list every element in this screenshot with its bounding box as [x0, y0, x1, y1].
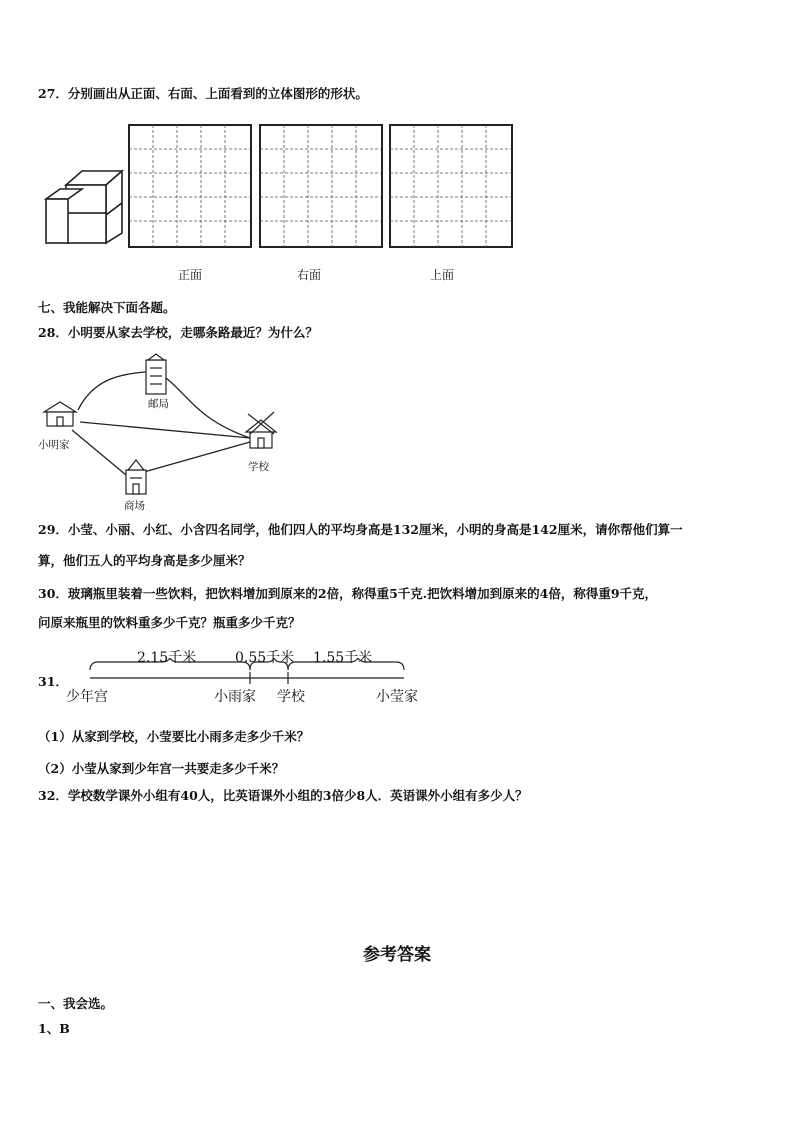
answers-section-1: 一、我会选。: [38, 996, 114, 1011]
grid-right[interactable]: [259, 124, 383, 248]
answer-1: 1、B: [38, 1021, 70, 1036]
q31-sub-1: （1）从家到学校，小莹要比小雨多走多少千米？: [38, 729, 310, 744]
section-7-heading: 七、我能解决下面各题。: [38, 300, 176, 315]
label-home: 小明家: [38, 439, 70, 451]
grid-top[interactable]: [389, 124, 513, 248]
caption-right: 右面: [296, 268, 321, 282]
mall-icon: [126, 460, 146, 494]
distance-label-1: 2.15千米: [137, 650, 197, 666]
q28-text: 28．小明要从家去学校，走哪条路最近？为什么？: [38, 325, 318, 340]
post-office-icon: [146, 354, 166, 394]
q31-sub-2: （2）小莹从家到少年宫一共要走多少千米？: [38, 761, 285, 776]
q32-text: 32．学校数学课外小组有40人，比英语课外小组的3倍少8人．英语课外小组有多少人？: [38, 788, 528, 803]
q29-line-2: 算，他们五人的平均身高是多少厘米？: [38, 553, 251, 568]
q30-line-2: 问原来瓶里的饮料重多少千克？瓶重多少千克？: [38, 615, 301, 630]
label-school: 学校: [248, 461, 269, 473]
caption-front: 正面: [177, 268, 202, 282]
home-icon: [44, 402, 76, 426]
place-xiaoyu-home: 小雨家: [214, 689, 256, 705]
label-mall: 商场: [124, 500, 145, 512]
caption-top: 上面: [429, 268, 454, 282]
distance-label-2: 0.55千米: [235, 650, 295, 666]
school-icon: [246, 412, 276, 448]
q29-line-1: 29．小莹、小丽、小红、小含四名同学，他们四人的平均身高是132厘米，小明的身高是142厘米，请你帮他们算一: [38, 522, 683, 537]
q27-text: 27．分别画出从正面、右面、上面看到的立体图形的形状。: [38, 86, 368, 101]
place-school: 学校: [277, 689, 305, 705]
cube-solid-figure: [44, 165, 124, 247]
grid-front[interactable]: [128, 124, 252, 248]
place-xiaoying-home: 小莹家: [376, 689, 418, 705]
answers-title: 参考答案: [363, 945, 431, 965]
q30-line-1: 30．玻璃瓶里装着一些饮料，把饮料增加到原来的2倍，称得重5千克.把饮料增加到原来的4倍，称得重9千克，: [38, 586, 658, 601]
route-map: [38, 350, 288, 510]
distance-label-3: 1.55千米: [313, 650, 373, 666]
place-youth-palace: 少年宫: [66, 689, 108, 705]
label-post-office: 邮局: [148, 398, 169, 410]
q31-number: 31．: [38, 674, 68, 689]
